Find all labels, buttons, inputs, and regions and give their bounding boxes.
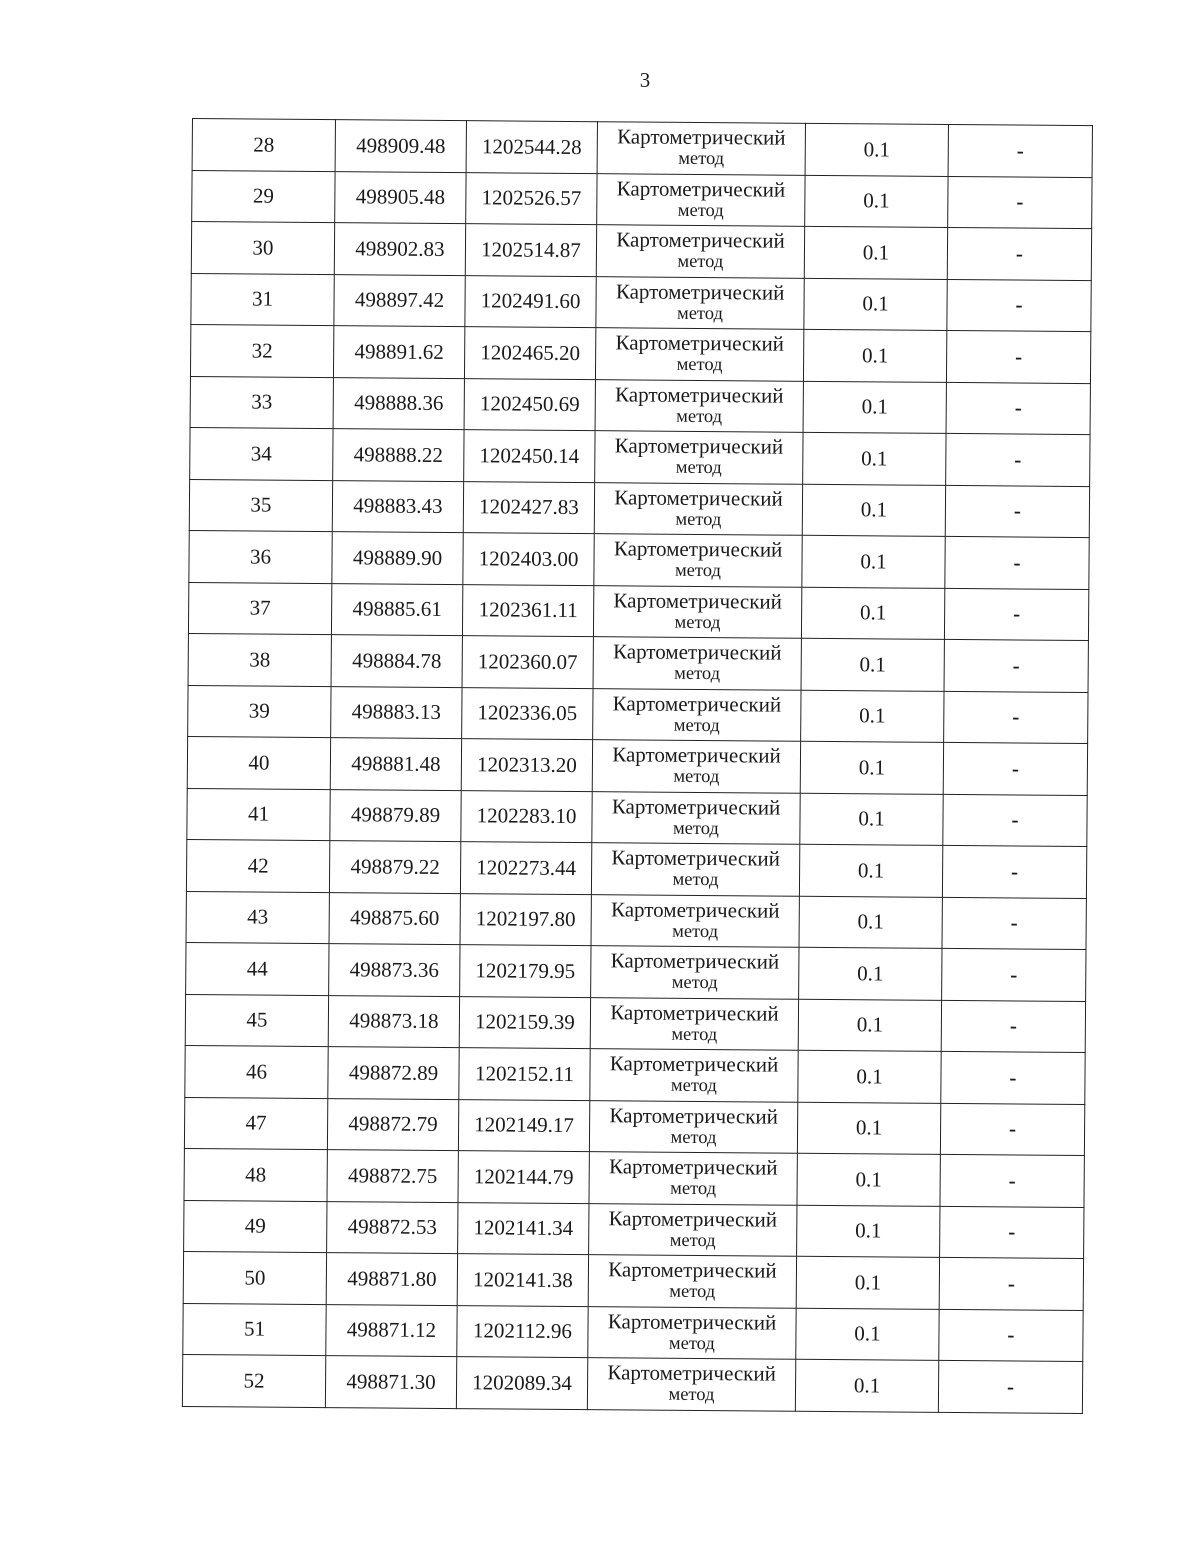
method-line-1: Картометрический [607,1360,776,1386]
accuracy-cell: 0.1 [797,1102,940,1155]
y-coordinate-cell: 1202465.20 [464,327,595,380]
point-number-cell: 35 [189,479,332,532]
point-number-cell: 41 [187,788,330,841]
method-line-1: Картометрический [615,382,784,408]
accuracy-cell: 0.1 [802,535,945,588]
method-line-2: метод [674,664,721,685]
method-cell [595,379,803,432]
point-number-cell: 52 [182,1354,325,1407]
x-coordinate-cell: 498872.89 [328,1047,459,1100]
coordinates-table-wrapper [182,118,1093,1414]
method-cell [597,122,805,175]
y-coordinate-cell: 1202450.69 [464,378,595,431]
method-line-2: метод [671,1024,718,1045]
x-coordinate-cell: 498875.60 [329,892,460,945]
method-cell [593,637,801,690]
point-number-cell: 29 [192,170,335,223]
accuracy-cell: 0.1 [798,1050,941,1103]
accuracy-cell: 0.1 [803,381,946,434]
table-row [184,1200,1084,1259]
description-cell: - [940,1154,1084,1207]
y-coordinate-cell: 1202544.28 [466,121,597,174]
accuracy-cell: 0.1 [800,741,943,794]
accuracy-cell: 0.1 [801,690,944,743]
description-cell: - [942,897,1086,950]
y-coordinate-cell: 1202152.11 [459,1048,590,1101]
description-cell: - [939,1257,1083,1310]
method-cell [592,791,800,844]
description-cell: - [948,124,1092,177]
method-line-2: метод [670,1127,717,1148]
method-line-1: Картометрический [615,330,785,356]
method-line-2: метод [668,1385,715,1406]
y-coordinate-cell: 1202403.00 [463,533,594,586]
description-cell: - [947,227,1091,280]
y-coordinate-cell: 1202450.14 [464,430,595,483]
point-number-cell: 30 [191,222,334,275]
description-cell: - [941,1051,1085,1104]
point-number-cell: 47 [184,1097,327,1150]
x-coordinate-cell: 498872.79 [327,1098,458,1151]
method-line-1: Картометрический [617,124,786,150]
point-number-cell: 36 [189,530,332,583]
description-cell: - [946,433,1090,486]
method-cell [589,1203,797,1256]
x-coordinate-cell: 498871.30 [325,1356,456,1409]
method-line-2: метод [669,1230,716,1251]
x-coordinate-cell: 498873.36 [329,944,460,997]
x-coordinate-cell: 498897.42 [334,274,465,327]
table-row [187,788,1087,847]
table-row [192,119,1092,178]
method-line-1: Картометрический [607,1309,777,1335]
x-coordinate-cell: 498884.78 [331,635,462,688]
table-row [190,376,1090,435]
description-cell: - [946,330,1090,383]
method-cell [591,843,799,896]
point-number-cell: 46 [185,1045,328,1098]
x-coordinate-cell: 498888.36 [333,377,464,430]
method-line-2: метод [676,355,723,376]
x-coordinate-cell: 498889.90 [332,532,463,585]
method-line-2: метод [670,1076,717,1097]
y-coordinate-cell: 1202360.07 [462,636,593,689]
accuracy-cell: 0.1 [801,638,944,691]
table-row [185,1045,1085,1104]
point-number-cell: 48 [184,1148,327,1201]
y-coordinate-cell: 1202149.17 [458,1099,589,1152]
accuracy-cell: 0.1 [802,484,945,537]
point-number-cell: 31 [191,273,334,326]
point-number-cell: 34 [190,427,333,480]
x-coordinate-cell: 498883.43 [332,480,463,533]
table-row [190,324,1090,383]
method-line-2: метод [672,921,719,942]
table-row [184,1148,1084,1207]
table-row [186,891,1086,950]
accuracy-cell: 0.1 [799,844,942,897]
method-line-1: Картометрический [610,1000,779,1026]
point-number-cell: 38 [188,633,331,686]
accuracy-cell: 0.1 [795,1359,938,1412]
y-coordinate-cell: 1202197.80 [460,893,591,946]
table-row [182,1354,1082,1413]
point-number-cell: 51 [183,1303,326,1356]
x-coordinate-cell: 498872.75 [327,1150,458,1203]
method-line-1: Картометрический [612,639,782,665]
description-cell: - [946,382,1090,435]
y-coordinate-cell: 1202427.83 [463,481,594,534]
method-line-2: метод [675,509,722,530]
point-number-cell: 28 [192,119,335,172]
table-body [182,119,1092,1414]
method-cell [596,276,804,329]
method-cell [594,534,802,587]
table-row [192,170,1092,229]
accuracy-cell: 0.1 [798,999,941,1052]
description-cell: - [938,1360,1082,1413]
description-cell: - [944,588,1088,641]
accuracy-cell: 0.1 [797,1205,940,1258]
method-cell [587,1358,795,1411]
accuracy-cell: 0.1 [805,123,948,176]
method-line-2: метод [669,1282,716,1303]
point-number-cell: 49 [184,1200,327,1253]
method-line-2: метод [668,1333,715,1354]
x-coordinate-cell: 498879.89 [330,789,461,842]
method-cell [588,1306,796,1359]
accuracy-cell: 0.1 [804,226,947,279]
method-line-1: Картометрический [612,742,781,768]
point-number-cell: 32 [190,324,333,377]
method-line-2: метод [672,870,719,891]
method-cell [593,688,801,741]
x-coordinate-cell: 498872.53 [327,1201,458,1254]
method-line-2: метод [674,612,721,633]
description-cell: - [939,1309,1083,1362]
method-line-1: Картометрический [616,176,786,202]
table-row [190,427,1090,486]
y-coordinate-cell: 1202144.79 [458,1151,589,1204]
method-line-1: Картометрический [609,1103,779,1129]
method-line-2: метод [671,973,718,994]
method-line-1: Картометрический [615,279,785,305]
table-row [189,479,1089,538]
x-coordinate-cell: 498871.12 [326,1304,457,1357]
method-line-1: Картометрический [610,948,780,974]
x-coordinate-cell: 498885.61 [331,583,462,636]
method-line-2: метод [676,303,723,324]
x-coordinate-cell: 498881.48 [330,738,461,791]
y-coordinate-cell: 1202141.34 [458,1202,589,1255]
table-row [191,222,1091,281]
point-number-cell: 45 [185,994,328,1047]
method-cell [593,585,801,638]
description-cell: - [941,1000,1085,1053]
y-coordinate-cell: 1202141.38 [457,1254,588,1307]
point-number-cell: 33 [190,376,333,429]
description-cell: - [940,1103,1084,1156]
x-coordinate-cell: 498883.13 [331,686,462,739]
x-coordinate-cell: 498879.22 [329,841,460,894]
method-line-2: метод [673,767,720,788]
method-cell [590,1049,798,1102]
method-line-1: Картометрический [608,1206,778,1232]
description-cell: - [947,279,1091,332]
coordinates-table [182,118,1093,1414]
table-row [188,582,1088,641]
method-line-1: Картометрический [608,1154,778,1180]
x-coordinate-cell: 498888.22 [333,429,464,482]
accuracy-cell: 0.1 [799,947,942,1000]
method-line-1: Картометрический [611,794,781,820]
method-line-2: метод [677,200,724,221]
x-coordinate-cell: 498891.62 [333,326,464,379]
y-coordinate-cell: 1202491.60 [465,275,596,328]
page-number: 3 [639,68,651,92]
point-number-cell: 37 [188,582,331,635]
method-line-2: метод [675,458,722,479]
point-number-cell: 42 [186,839,329,892]
method-line-2: метод [674,561,721,582]
accuracy-cell: 0.1 [797,1153,940,1206]
accuracy-cell: 0.1 [796,1308,939,1361]
method-line-1: Картометрический [613,588,783,614]
description-cell: - [944,639,1088,692]
point-number-cell: 43 [186,891,329,944]
description-cell: - [943,794,1087,847]
method-line-1: Картометрический [612,691,782,717]
point-number-cell: 39 [188,685,331,738]
description-cell: - [945,485,1089,538]
point-number-cell: 44 [186,942,329,995]
method-cell [591,946,799,999]
method-cell [595,328,803,381]
description-cell: - [944,691,1088,744]
table-row [184,1097,1084,1156]
description-cell: - [942,845,1086,898]
y-coordinate-cell: 1202283.10 [461,790,592,843]
accuracy-cell: 0.1 [800,793,943,846]
method-line-2: метод [677,252,724,273]
method-cell [588,1255,796,1308]
accuracy-cell: 0.1 [803,432,946,485]
table-row [188,685,1088,744]
method-line-2: метод [676,406,723,427]
y-coordinate-cell: 1202336.05 [462,687,593,740]
method-line-2: метод [672,818,719,839]
x-coordinate-cell: 498909.48 [335,120,466,173]
table-row [186,942,1086,1001]
table-row [187,736,1087,795]
method-line-1: Картометрический [611,845,781,871]
accuracy-cell: 0.1 [805,175,948,228]
method-line-1: Картометрический [609,1051,779,1077]
accuracy-cell: 0.1 [804,278,947,331]
method-line-1: Картометрический [608,1257,777,1283]
y-coordinate-cell: 1202313.20 [461,739,592,792]
method-line-1: Картометрический [616,227,785,253]
table-row [188,633,1088,692]
x-coordinate-cell: 498871.80 [326,1253,457,1306]
y-coordinate-cell: 1202089.34 [456,1357,587,1410]
y-coordinate-cell: 1202112.96 [457,1305,588,1358]
y-coordinate-cell: 1202514.87 [465,224,596,277]
table-row [183,1251,1083,1310]
method-cell [595,431,803,484]
method-cell [596,225,804,278]
method-cell [594,482,802,535]
y-coordinate-cell: 1202361.11 [462,584,593,637]
accuracy-cell: 0.1 [796,1256,939,1309]
y-coordinate-cell: 1202179.95 [460,945,591,998]
method-cell [592,740,800,793]
method-line-1: Картометрический [610,897,780,923]
method-line-1: Картометрический [613,536,783,562]
description-cell: - [943,742,1087,795]
table-row [185,994,1085,1053]
table-row [186,839,1086,898]
method-cell [597,173,805,226]
accuracy-cell: 0.1 [801,587,944,640]
method-cell [589,1100,797,1153]
table-row [189,530,1089,589]
x-coordinate-cell: 498902.83 [334,223,465,276]
x-coordinate-cell: 498905.48 [335,171,466,224]
method-line-1: Картометрический [614,485,783,511]
accuracy-cell: 0.1 [799,896,942,949]
method-cell [589,1152,797,1205]
y-coordinate-cell: 1202273.44 [460,842,591,895]
point-number-cell: 40 [187,736,330,789]
table-row [183,1303,1083,1362]
description-cell: - [945,536,1089,589]
method-line-2: метод [673,715,720,736]
method-line-1: Картометрический [614,433,784,459]
accuracy-cell: 0.1 [803,329,946,382]
y-coordinate-cell: 1202159.39 [459,996,590,1049]
y-coordinate-cell: 1202526.57 [466,172,597,225]
method-cell [591,894,799,947]
description-cell: - [942,948,1086,1001]
method-cell [590,997,798,1050]
x-coordinate-cell: 498873.18 [328,995,459,1048]
description-cell: - [948,176,1092,229]
point-number-cell: 50 [183,1251,326,1304]
description-cell: - [940,1206,1084,1259]
method-line-2: метод [678,149,725,170]
table-row [191,273,1091,332]
method-line-2: метод [670,1179,717,1200]
